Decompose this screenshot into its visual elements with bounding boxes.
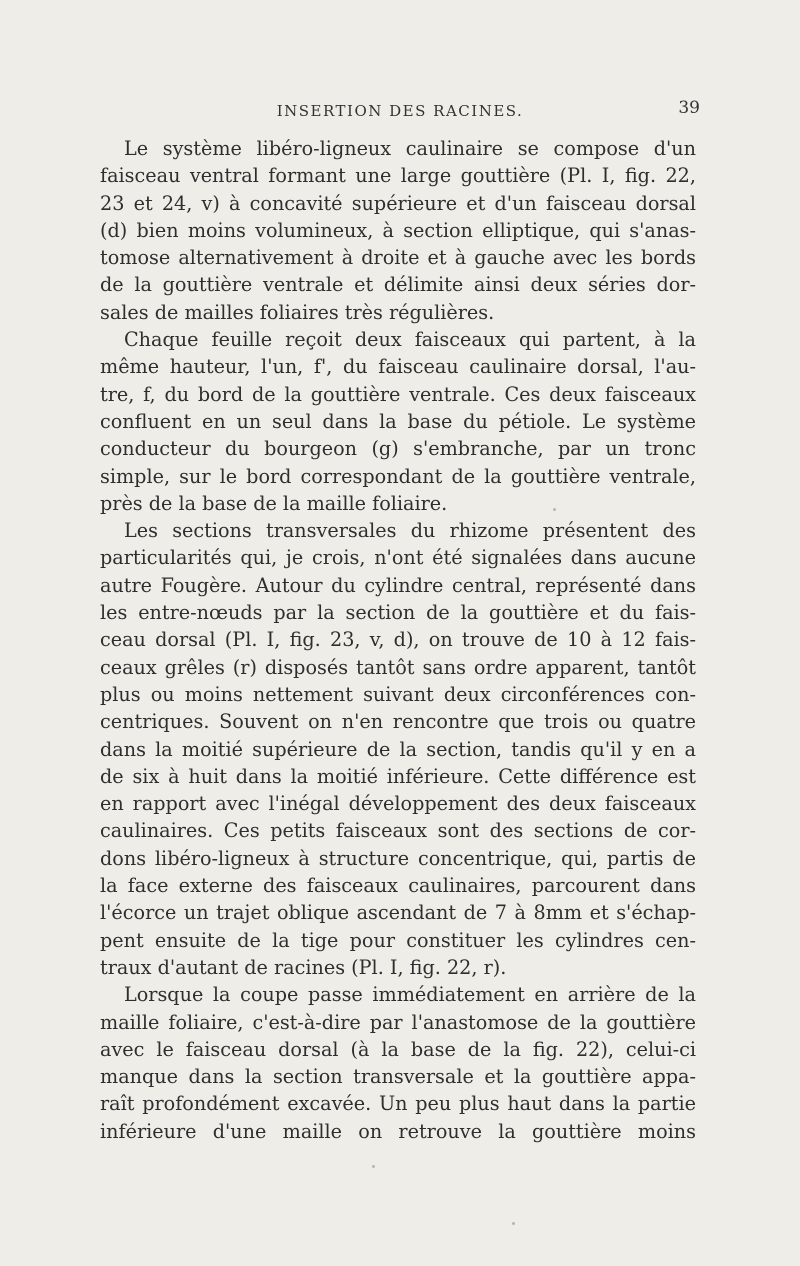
page-number: 39: [678, 98, 700, 118]
text-line: centriques. Souvent on n'en rencontre que trois ou quatre: [100, 710, 696, 734]
text-line: près de la base de la maille foliaire.: [100, 491, 448, 515]
text-line: 23 et 24, v) à concavité supérieure et d'un faisceau dorsal: [100, 191, 696, 215]
text-line: l'écorce un trajet oblique ascendant de 7 à 8mm et s'échap-: [100, 901, 696, 925]
text-line: Lorsque la coupe passe immédiatement en arrière de la: [124, 983, 696, 1007]
text-line: même hauteur, l'un, f', du faisceau caulinaire dorsal, l'au-: [100, 355, 696, 379]
text-line: particularités qui, je crois, n'ont été signalées dans aucune: [100, 546, 696, 570]
running-head: [100, 98, 700, 126]
text-line: caulinaires. Ces petits faisceaux sont des sections de cor-: [100, 819, 696, 843]
text-line: ceau dorsal (Pl. I, fig. 23, v, d), on trouve de 10 à 12 fais-: [100, 628, 696, 652]
text-line: simple, sur le bord correspondant de la gouttière ventrale,: [100, 464, 696, 488]
text-line: Le système libéro-ligneux caulinaire se compose d'un: [124, 137, 696, 160]
text-line: les entre-nœuds par la section de la gouttière et du fais-: [100, 601, 696, 625]
text-line: autre Fougère. Autour du cylindre central, représenté dans: [100, 573, 696, 597]
text-line: dans la moitié supérieure de la section, tandis qu'il y en a: [100, 737, 696, 761]
text-line: avec le faisceau dorsal (à la base de la fig. 22), celui-ci: [100, 1037, 696, 1061]
paper-speck: [512, 1222, 515, 1225]
text-line: (d) bien moins volumineux, à section elliptique, qui s'anas-: [100, 218, 696, 242]
text-line: confluent en un seul dans la base du pétiole. Le système: [100, 409, 696, 433]
text-line: maille foliaire, c'est-à-dire par l'anastomose de la gouttière: [100, 1010, 696, 1034]
running-title: INSERTION DES RACINES.: [276, 102, 524, 120]
text-line: raît profondément excavée. Un peu plus haut dans la partie: [100, 1092, 696, 1116]
text-line: Les sections transversales du rhizome présentent des: [124, 519, 696, 543]
text-line: en rapport avec l'inégal développement des deux faisceaux: [100, 792, 696, 816]
text-line: inférieure d'une maille on retrouve la gouttière moins: [100, 1119, 696, 1143]
text-line: pent ensuite de la tige pour constituer les cylindres cen-: [100, 928, 696, 952]
paper-speck: [372, 1165, 375, 1168]
text-line: tre, f, du bord de la gouttière ventrale. Ces deux faisceaux: [100, 382, 696, 406]
text-line: sales de mailles foliaires très régulières.: [100, 300, 495, 324]
paper-speck: [553, 508, 556, 511]
text-line: traux d'autant de racines (Pl. I, fig. 22, r).: [100, 955, 507, 979]
text-line: ceaux grêles (r) disposés tantôt sans ordre apparent, tantôt: [100, 655, 696, 679]
text-line: la face externe des faisceaux caulinaires, parcourent dans: [100, 874, 696, 898]
text-line: manque dans la section transversale et la gouttière appa-: [100, 1065, 696, 1089]
text-line: tomose alternativement à droite et à gauche avec les bords: [100, 246, 696, 270]
body-text: [100, 135, 696, 1145]
text-line: faisceau ventral formant une large gouttière (Pl. I, fig. 22,: [100, 164, 696, 188]
text-line: de la gouttière ventrale et délimite ainsi deux séries dor-: [100, 273, 696, 297]
text-line: de six à huit dans la moitié inférieure. Cette différence est: [100, 764, 696, 788]
text-line: conducteur du bourgeon (g) s'embranche, par un tronc: [100, 437, 696, 461]
text-line: Chaque feuille reçoit deux faisceaux qui partent, à la: [124, 328, 696, 352]
text-line: plus ou moins nettement suivant deux circonférences con-: [100, 682, 696, 706]
text-line: dons libéro-ligneux à structure concentrique, qui, partis de: [100, 846, 696, 870]
